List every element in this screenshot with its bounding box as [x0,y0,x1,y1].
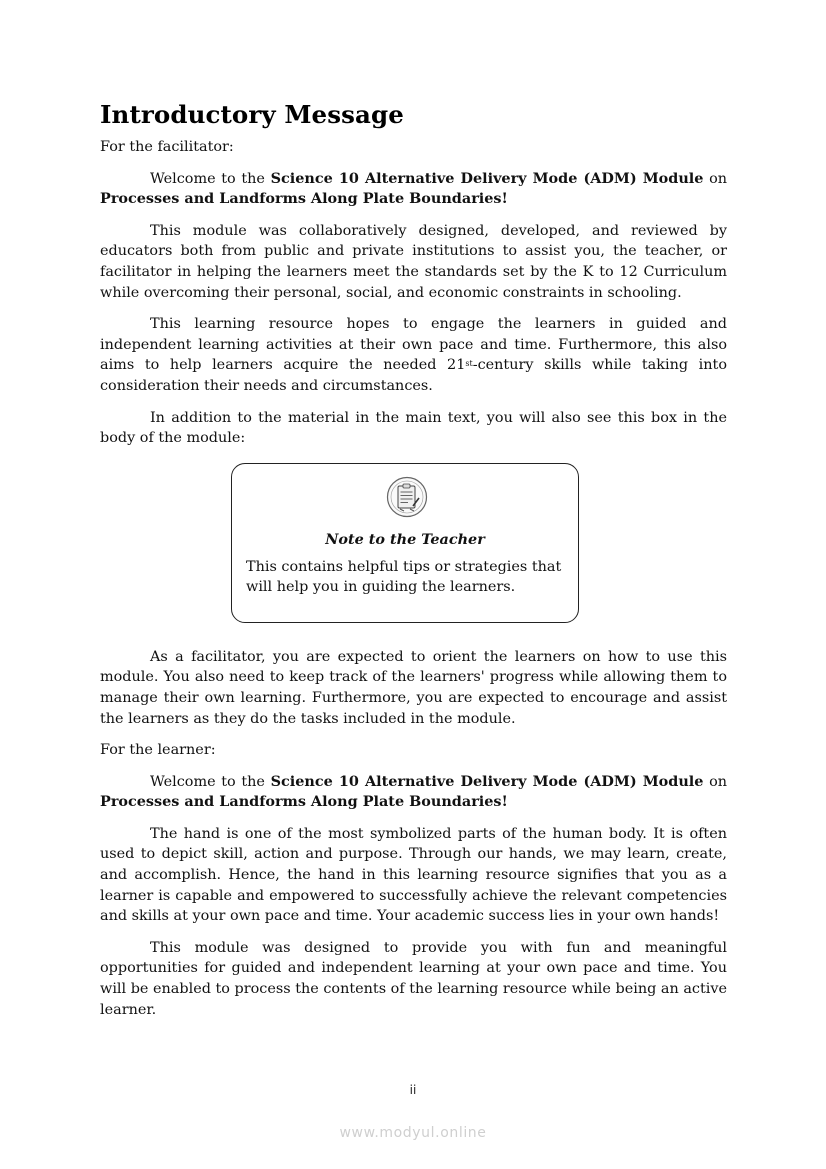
box-intro-paragraph: In addition to the material in the main text, you will also see this box in the body of the module: [100,409,727,447]
teacher-note-icon [386,476,428,518]
note-box-text: This contains helpful tips or strategies that will help you in guiding the learners. [246,558,562,596]
facilitator-label: For the facilitator: [100,139,234,155]
learner-paragraph-hand: The hand is one of the most symbolized parts of the human body. It is often used to depict skill, action and purpose. Through our hands, we may learn, create, and accomplish. Hence, the hand in this learning resource signifies that you as a learner is capable and empowered to successfully achieve the relevant competencies and skills at your own pace and time. Your academic success lies in your own hands! [100,825,727,925]
watermark: www.modyul.online [339,1125,487,1141]
page-content [100,100,727,1031]
note-box-title: Note to the Teacher [325,530,485,548]
learner-welcome: Welcome to the Science 10 Alternative Delivery Mode (ADM) Module on Processes and Landforms Along Plate Boundaries! [100,772,728,811]
facilitator-closing-paragraph: As a facilitator, you are expected to orient the learners on how to use this module. You also need to keep track of the learners' progress while allowing them to manage their own learning. Furthermore, you are expected to encourage and assist the learners as they do the tasks included in the module. [100,648,727,727]
learner-paragraph-design: This module was designed to provide you with fun and meaningful opportunities for guided and independent learning at your own pace and time. You will be enabled to process the contents of the learning resource while being an active learner. [100,939,727,1018]
page-number: ii [409,1083,417,1097]
learner-label: For the learner: [100,742,216,759]
facilitator-paragraph: This module was collaboratively designed, developed, and reviewed by educators both from public and private institutions to assist you, the teacher, or facilitator in helping the learners meet the standards set by the K to 12 Curriculum while overcoming their personal, social, and economic constraints in schooling. [100,222,727,301]
facilitator-welcome: Welcome to the Science 10 Alternative Delivery Mode (ADM) Module on Processes and Landforms Along Plate Boundaries! [100,169,728,208]
page-title: Introductory Message [100,100,404,129]
note-to-teacher-box [231,463,579,623]
resource-paragraph: This learning resource hopes to engage the learners in guided and independent learning activities at their own pace and time. Furthermore, this also aims to help learners acquire the needed 21st-century skills while taking into consideration their needs and circumstances. [100,316,727,394]
